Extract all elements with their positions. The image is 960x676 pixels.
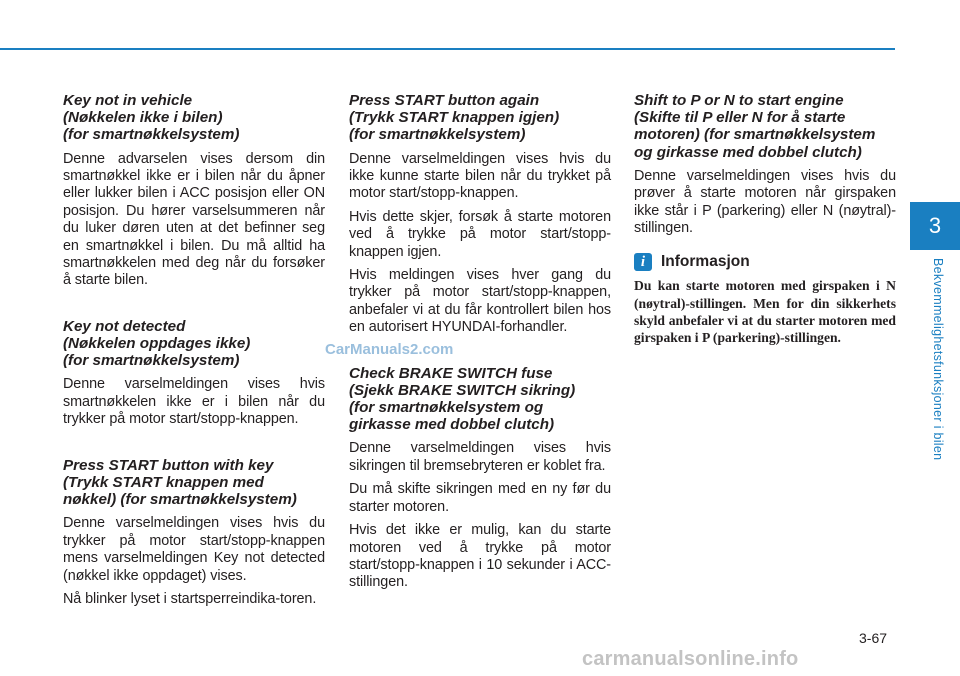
section-key-not-in-vehicle <box>63 92 325 290</box>
paragraph: Denne advarselen vises dersom din smartnøkkel ikke er i bilen når du åpner eller lukker bilen i ACC posisjon eller ON posisjon. Du hører varselsummeren når du luker døren uten at det befinner seg en smartnøkkel i bilen. Du må alltid ha smartnøkkelen med deg når du forsøker å starte bilen. <box>63 150 325 289</box>
column-right <box>634 92 896 346</box>
paragraph: Nå blinker lyset i startsperreindika-toren. <box>63 590 317 607</box>
paragraph: Hvis dette skjer, forsøk å starte motoren ved å trykke på motor start/stopp-knappen igjen. <box>349 208 611 260</box>
section-key-not-detected <box>63 318 325 429</box>
info-box <box>634 253 896 346</box>
column-left <box>63 92 325 614</box>
section-heading: Check BRAKE SWITCH fuse (Sjekk BRAKE SWITCH sikring) (for smartnøkkelsystem og girkasse med dobbel clutch) <box>349 364 576 434</box>
paragraph: Denne varselmeldingen vises hvis du ikke kunne starte bilen når du trykket på motor start/stopp-knappen. <box>349 150 611 202</box>
paragraph: Denne varselmeldingen vises hvis du trykker på motor start/stopp-knappen mens varselmeldingen Key not detected (nøkkel ikke oppdaget) vises. <box>63 515 325 584</box>
paragraph: Hvis meldingen vises hver gang du trykker på motor start/stopp-knappen, anbefaler vi at du får kontrollert bilen hos en autorisert HYUNDAI-forhandler. <box>349 267 611 336</box>
paragraph: Denne varselmeldingen vises hvis smartnøkkelen ikke er i bilen når du trykker på motor start/stopp-knappen. <box>63 376 325 428</box>
info-text: Du kan starte motoren med girspaken i N (nøytral)-stillingen. Men for din sikkerhets skyld anbefaler vi at du starter motoren med girspaken i P (parkering)-stillingen. <box>634 278 896 346</box>
info-title: Informasjon <box>661 253 750 271</box>
watermark-small: CarManuals2.com <box>325 341 454 358</box>
section-heading: Press START button with key (Trykk START knappen med nøkkel) (for smartnøkkelsystem) <box>63 456 297 509</box>
page-number: 3-67 <box>859 630 888 646</box>
paragraph: Hvis det ikke er mulig, kan du starte motoren ved å trykke på motor start/stopp-knappen i 10 sekunder i ACC-stillingen. <box>349 522 611 591</box>
paragraph: Denne varselmeldingen vises hvis du prøver å starte motoren når girspaken ikke står i P (parkering) eller N (nøytral)-stillingen. <box>634 167 896 237</box>
chapter-title-vertical: Bekvemmelighetsfunksjoner i bilen <box>931 258 945 461</box>
top-rule <box>0 48 895 50</box>
section-press-start-again <box>349 92 611 337</box>
section-check-brake-switch-fuse <box>349 365 611 592</box>
paragraph: Denne varselmeldingen vises hvis sikringen til bremsebryteren er koblet fra. <box>349 440 611 474</box>
section-heading: Press START button again (Trykk START knappen igjen) (for smartnøkkelsystem) <box>349 92 560 144</box>
section-shift-to-p-or-n <box>634 92 896 237</box>
section-press-start-with-key <box>63 457 325 609</box>
watermark-large: carmanualsonline.info <box>582 648 799 670</box>
info-header <box>634 253 896 271</box>
paragraph: Du må skifte sikringen med en ny før du starter motoren. <box>349 481 611 515</box>
info-icon: i <box>634 253 652 271</box>
section-heading: Shift to P or N to start engine (Skifte til P eller N for å starte motoren) (for smartnøkkelsystem og girkasse med dobbel clutch) <box>634 92 876 161</box>
section-heading: Key not detected (Nøkkelen oppdages ikke) (for smartnøkkelsystem) <box>63 317 251 370</box>
section-heading: Key not in vehicle (Nøkkelen ikke i bilen) (for smartnøkkelsystem) <box>63 92 240 144</box>
chapter-number-tab: 3 <box>910 202 960 250</box>
